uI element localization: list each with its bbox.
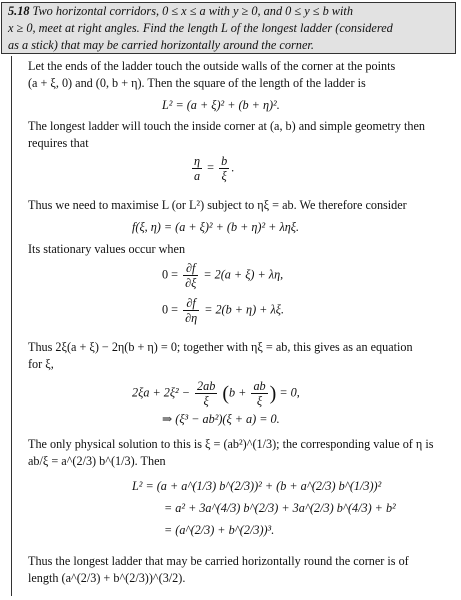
problem-text-1: Two horizontal corridors, 0 ≤ x ≤ a with y ≥ 0, and 0 ≤ y ≤ b with (32, 4, 353, 18)
paragraph-7-line-2: length (a^(2/3) + b^(2/3))^(3/2). (28, 571, 186, 585)
paragraph-6-line-1: The only physical solution to this is ξ = (ab²)^(1/3); the corresponding value of η is (28, 437, 434, 451)
equation-partial-eta: 0 = $\frac{\partial f}{\partial\eta}$ = 2(b + η) + λξ. (162, 296, 284, 325)
problem-number: 5.18 (8, 4, 30, 18)
problem-statement-box (1, 2, 456, 54)
paragraph-6-line-2: ab/ξ = a^(2/3) b^(1/3). Then (28, 454, 166, 468)
paragraph-1-line-2: (a + ξ, 0) and (0, b + η). Then the square of the length of the ladder is (28, 76, 366, 90)
solution-body (11, 56, 458, 596)
problem-line-3: as a stick) that may be carried horizontally around the corner. (8, 38, 314, 52)
paragraph-1-line-1: Let the ends of the ladder touch the outside walls of the corner at the points (28, 59, 396, 73)
fraction-2ab-over-xi: $\frac{2ab}{\xi}$ (197, 379, 216, 408)
fraction-ab-over-xi: $\frac{ab}{\xi}$ (253, 379, 266, 408)
equation-similar-triangles: $\frac{\eta}{a}$ = $\frac{b}{\xi}$ . (194, 154, 235, 183)
problem-line-1 (8, 3, 449, 20)
equation-lagrangian: f(ξ, η) = (a + ξ)² + (b + η)² + ληξ. (132, 220, 300, 234)
equation-length-expanded-3: = (a^(2/3) + b^(2/3))³. (164, 523, 275, 537)
solution-paragraph-6 (28, 436, 453, 470)
solution-paragraph-1 (28, 58, 453, 92)
paragraph-7-line-1: Thus the longest ladder that may be carried horizontally round the corner is of (28, 554, 409, 568)
equation-length-expanded-2: = a² + 3a^(4/3) b^(2/3) + 3a^(2/3) b^(4/3) + b² (164, 501, 396, 515)
paragraph-5-line-1: Thus 2ξ(a + ξ) − 2η(b + η) = 0; together with ηξ = ab, this gives as an equation (28, 340, 413, 354)
fraction-df-dxi: $\frac{\partial f}{\partial\xi}$ (185, 261, 197, 290)
fraction-df-deta: $\frac{\partial f}{\partial\eta}$ (185, 296, 198, 325)
equation-length-expanded-1: L² = (a + a^(1/3) b^(2/3))² + (b + a^(2/3) b^(1/3))² (132, 479, 382, 493)
fraction-eta-over-a: $\frac{\eta}{a}$ (194, 154, 201, 183)
solution-paragraph-7 (28, 553, 453, 587)
solution-paragraph-3: Thus we need to maximise L (or L²) subject to ηξ = ab. We therefore consider (28, 198, 407, 212)
fraction-b-over-xi: $\frac{b}{\xi}$ (221, 154, 228, 183)
equation-partial-xi: 0 = $\frac{\partial f}{\partial\xi}$ = 2(a + ξ) + λη, (162, 261, 284, 290)
paragraph-2-line-1: The longest ladder will touch the inside corner at (a, b) and simple geometry then (28, 119, 425, 133)
solution-paragraph-5 (28, 339, 453, 373)
solution-paragraph-4: Its stationary values occur when (28, 242, 186, 256)
paragraph-2-line-2: requires that (28, 136, 89, 150)
solution-paragraph-2 (28, 118, 453, 152)
equation-xi-polynomial: 2ξa + 2ξ² − $\frac{2ab}{\xi}$ (b + $\frac{ab}{\xi}$ ) = 0, (132, 379, 300, 408)
equation-factored: ⇒ (ξ³ − ab²)(ξ + a) = 0. (162, 412, 280, 426)
equation-length-squared: L² = (a + ξ)² + (b + η)². (162, 98, 280, 112)
paragraph-5-line-2: for ξ, (28, 357, 54, 371)
problem-line-2: x ≥ 0, meet at right angles. Find the length L of the longest ladder (considered (8, 21, 393, 35)
